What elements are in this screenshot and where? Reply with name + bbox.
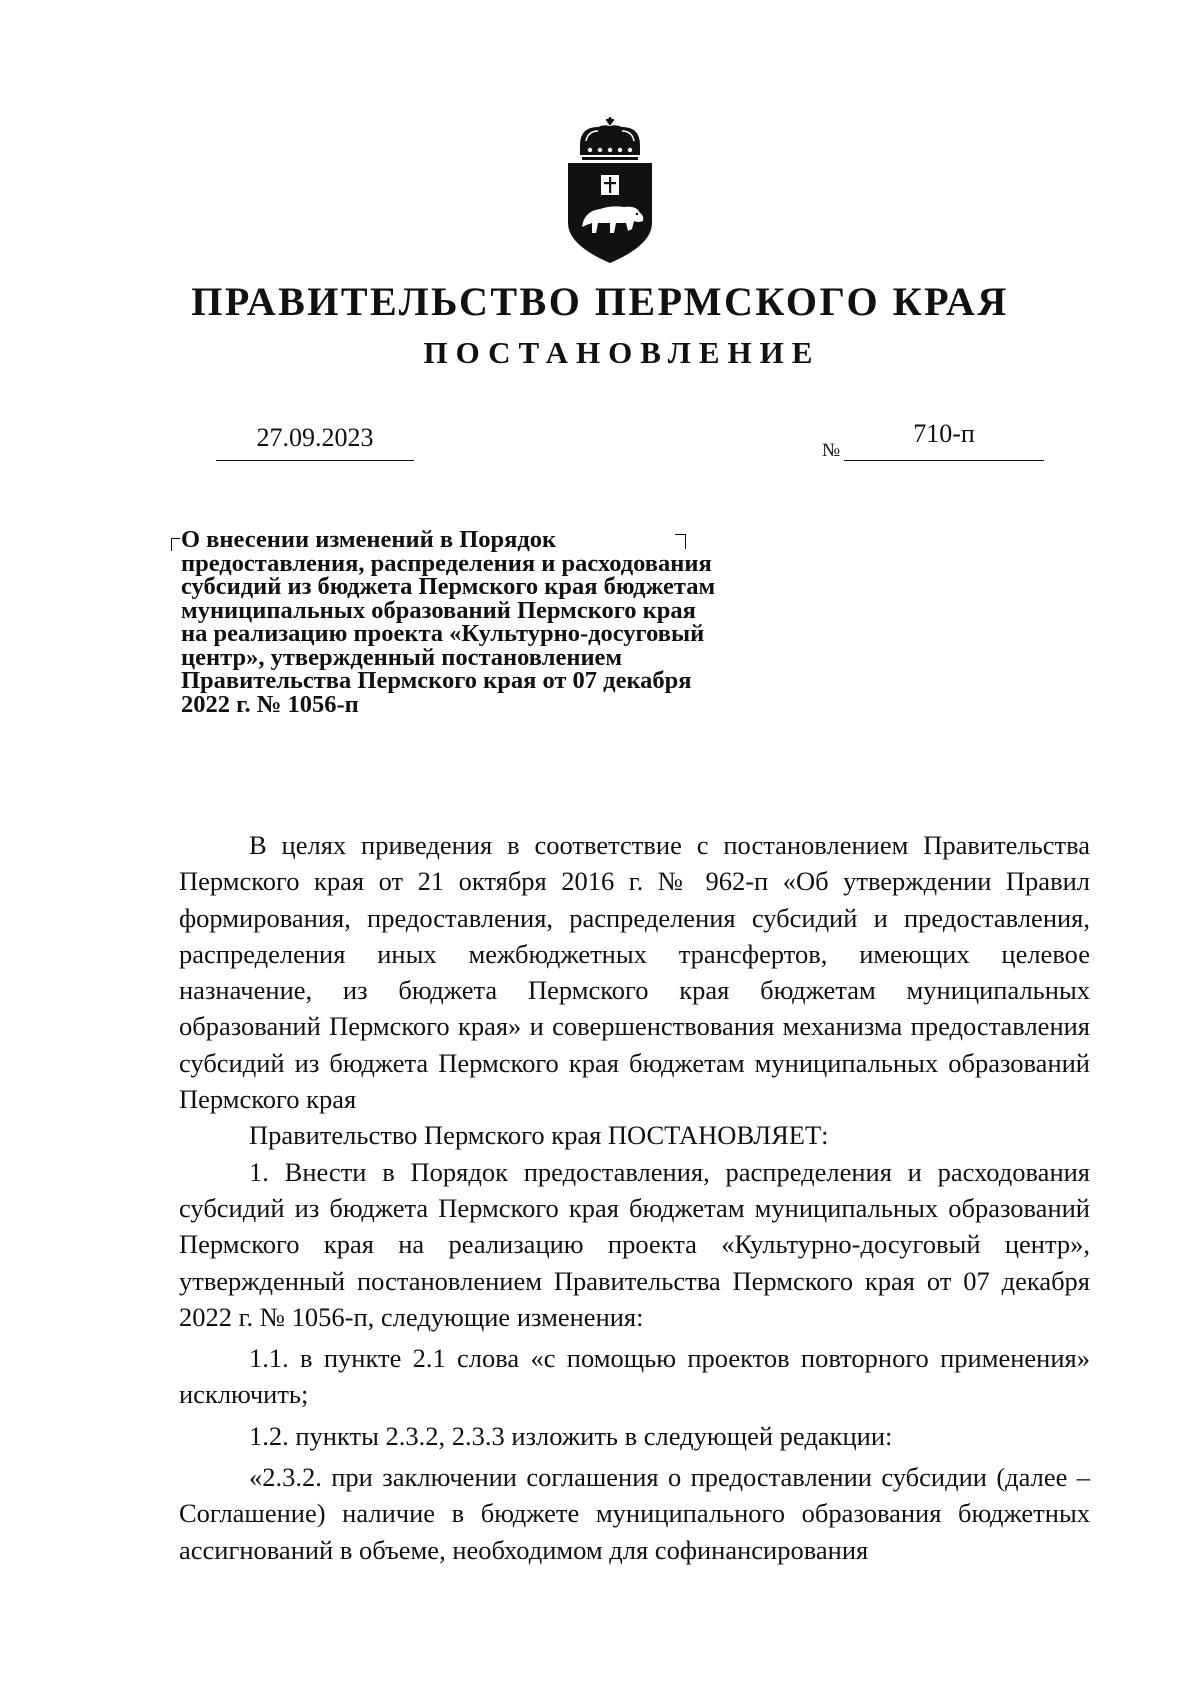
body-paragraph: «2.3.2. при заключении соглашения о предоставлении субсидии (далее – Соглашение) наличие в бюджете муниципального образования бюджетных ассигнований в объеме, необходимом для софинансирования <box>179 1462 1090 1565</box>
number-underline <box>844 460 1044 461</box>
subject-line: центр», утвержденный постановлением <box>181 643 623 671</box>
subject-line: 2022 г. № 1056-п <box>181 690 359 718</box>
subject-line: субсидий из бюджета Пермского края бюджетам <box>181 573 716 600</box>
subject-line: предоставления, распределения и расходования <box>181 549 712 577</box>
subject-line: муниципальных образований Пермского края <box>181 596 696 624</box>
date-underline <box>216 460 414 461</box>
subject-bracket-left <box>171 538 180 551</box>
document-type-title: ПОСТАНОВЛЕНИЕ <box>423 335 821 370</box>
number-sign: № <box>822 440 841 461</box>
body-paragraph: 1.1. в пункте 2.1 слова «с помощью проектов повторного применения» исключить; <box>179 1343 1090 1410</box>
body-paragraph: 1. Внести в Порядок предоставления, распределения и расходования субсидий из бюджета Пермского края бюджетам муниципальных образований Пермского края на реализацию проекта «Культурно-досуговый центр», утвержденный постановлением Правительства Пермского края от 07 декабря 2022 г. № 1056-п, следующие изменения: <box>179 1156 1090 1332</box>
document-number: 710-п <box>913 419 975 448</box>
document-body <box>179 827 1090 1568</box>
body-paragraph: Правительство Пермского края ПОСТАНОВЛЯЕТ: <box>249 1120 829 1151</box>
subject-line: Правительства Пермского края от 07 декабря <box>181 667 692 694</box>
organization-title: ПРАВИТЕЛЬСТВО ПЕРМСКОГО КРАЯ <box>191 279 1009 324</box>
document-date: 27.09.2023 <box>256 423 374 452</box>
document-subject <box>181 528 821 716</box>
body-paragraph: 1.2. пункты 2.3.2, 2.3.3 изложить в следующей редакции: <box>249 1420 893 1451</box>
coat-of-arms-icon <box>560 115 660 265</box>
body-paragraph: В целях приведения в соответствие с постановлением Правительства Пермского края от 21 октября 2016 г. № 962-п «Об утверждении Правил формирования, предоставления, распределения субсидий и предоставления, распределения иных межбюджетных трансфертов, имеющих целевое назначение, из бюджета Пермского края бюджетам муниципальных образований Пермского края» и совершенствования механизма предоставления субсидий из бюджета Пермского края бюджетам муниципальных образований Пермского края <box>179 830 1090 1115</box>
subject-line: на реализацию проекта «Культурно-досуговый <box>181 620 705 647</box>
subject-line: О внесении изменений в Порядок <box>181 526 557 553</box>
